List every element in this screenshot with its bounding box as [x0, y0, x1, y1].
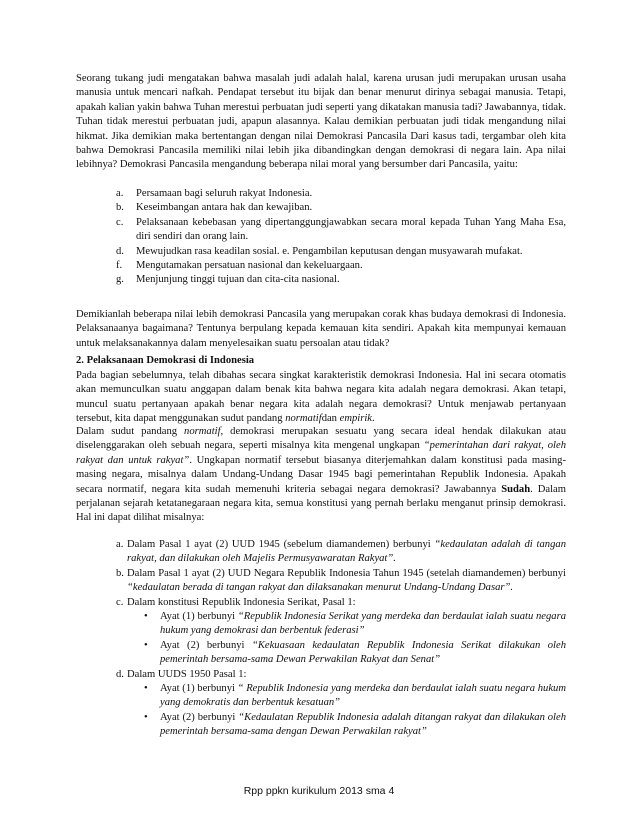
list-marker: f. — [116, 260, 123, 272]
list-item — [76, 216, 566, 245]
text-run: Pada bagian sebelumnya, telah dibahas secara singkat karakteristik demokrasi Indonesia. Hal ini secara otomatis akan memunculkan suatu anggapan dalam benak kita bahwa negara kita adalah negara demokrasi. Akan tetapi, muncul suatu pertanyaan apakah benar negara kita adalah negara demokrasi? Untuk menjawab pertanyaan tersebut, kita dapat menggunakan sudut pandang — [76, 370, 566, 425]
list-item-text: Ayat (1) berbunyi — [160, 683, 235, 695]
italic-term: empirik — [339, 413, 373, 425]
list-item-text: Dalam UUDS 1950 Pasal 1: — [127, 668, 247, 680]
list-marker: b. — [116, 202, 124, 214]
moral-values-list — [76, 187, 566, 288]
list-item — [76, 187, 566, 201]
italic-quote: “Kekuasaan kedaulatan Republik Indonesia Serikat dilakukan oleh pemerintah bersama-sama Dewan Perwakilan Rakyat dan Senat” — [160, 639, 566, 666]
italic-quote: “kedaulatan adalah di tangan rakyat, dan dilakukan oleh Majelis Permusyawaratan Rakyat”. — [127, 539, 566, 565]
list-item — [76, 201, 566, 215]
paragraph-intro: Seorang tukang judi mengatakan bahwa masalah judi adalah halal, karena urusan judi merupakan urusan usaha manusia untuk mencari nafkah. Pendapat tersebut itu bijak dan benar menurut dirinya sebagai manusia. Tetapi, apakah kalian yakin bahwa Tuhan merestui perbuatan judi seperti yang dikatakan manusia tadi? Jawabannya, tidak. Tuhan tidak merestui perbuatan judi, apapun alasannya. Kalau demikian perbuatan judi tidak mengandung nilai hikmat. Jika demikian maka bertentangan dengan nilai Demokrasi Pancasila Dari kasus tadi, tergambar oleh kita bahwa Demokrasi Pancasila memiliki nilai lebih jika dibandingkan dengan demokrasi di negara lain. Apa nilai lebihnya? Demokrasi Pancasila mengandung beberapa nilai moral yang bersumber dari Pancasila, yaitu: — [76, 73, 566, 171]
bullet-item — [76, 711, 566, 740]
italic-quote: “pemerintahan dari rakyat, oleh rakyat dan untuk rakyat” — [76, 440, 566, 466]
italic-term: normatif — [285, 413, 322, 425]
bullet-marker: • — [144, 711, 148, 723]
list-item-text: Dalam Pasal 1 ayat (2) UUD Negara Republik Indonesia Tahun 1945 (setelah diamandemen) berbunyi — [127, 567, 566, 579]
bullet-item — [76, 639, 566, 668]
list-marker: g. — [116, 274, 124, 286]
italic-quote: “ Republik Indonesia yang merdeka dan berdaulat ialah suatu negara hukum yang demokratis dan berbentuk kesatuan” — [160, 683, 566, 709]
text-run: Dalam sudut pandang — [76, 426, 178, 437]
text-run: . — [372, 413, 375, 425]
list-item — [76, 538, 566, 567]
list-marker: b. — [116, 567, 124, 579]
paragraph-section-intro — [76, 369, 566, 427]
bullet-marker: • — [144, 683, 148, 695]
list-item-text: Keseimbangan antara hak dan kewajiban. — [136, 202, 313, 214]
bullet-marker: • — [144, 611, 148, 623]
list-item-text: Ayat (2) berbunyi — [160, 639, 245, 651]
list-item-text: Mewujudkan rasa keadilan sosial. e. Pengambilan keputusan dengan musyawarah mufakat. — [136, 245, 523, 257]
italic-term: normatif — [184, 426, 221, 437]
list-marker: d. — [116, 245, 124, 257]
list-item-text: Dalam Pasal 1 ayat (2) UUD 1945 (sebelum diamandemen) berbunyi — [127, 539, 431, 550]
bullet-item — [76, 682, 566, 711]
list-item — [76, 567, 566, 596]
bullet-marker: • — [144, 639, 148, 651]
list-item — [76, 596, 566, 610]
list-item — [76, 273, 566, 287]
paragraph-conclusion: Demikianlah beberapa nilai lebih demokrasi Pancasila yang merupakan corak khas budaya demokrasi di Indonesia. Pelaksanaanya bagaimana? Tentunya berpulang kepada kemauan kita sendiri. Apakah kita mempunyai kemauan untuk melaksanakannya dalam menyelesaikan suatu persoalan atau tidak? — [76, 309, 566, 349]
italic-quote: “Kedaulatan Republik Indonesia adalah ditangan rakyat dan dilakukan oleh pemerintah bersama-sama dengan Dewan Perwakilan rakyat” — [160, 711, 566, 738]
list-marker: a. — [116, 539, 124, 550]
list-marker: d. — [116, 668, 124, 680]
text-run: dan — [321, 413, 337, 425]
list-item-text: Dalam konstitusi Republik Indonesia Serikat, Pasal 1: — [127, 596, 356, 608]
list-item — [76, 668, 566, 682]
paragraph-normative — [76, 425, 566, 526]
list-item — [76, 245, 566, 259]
list-item-text: Mengutamakan persatuan nasional dan kekeluargaan. — [136, 260, 363, 272]
section-heading: 2. Pelaksanaan Demokrasi di Indonesia — [76, 355, 255, 366]
text-run: . Ungkapan normatif tersebut biasanya diterjemahkan dalam konstitusi pada masing-masing negara, misalnya dalam Undang-Undang Dasar 1945 bagi pemerintahan Republik Indonesia. Apakah secara normatif, negara kita sudah memenuhi kriteria sebagai negara demokrasi? Jawabannya — [76, 454, 566, 495]
list-marker: a. — [116, 188, 124, 199]
bold-term: Sudah — [501, 483, 531, 495]
page-footer: Rpp ppkn kurikulum 2013 sma 4 — [243, 785, 395, 797]
list-item-text: Pelaksanaan kebebasan yang dipertanggungjawabkan secara moral kepada Tuhan Yang Maha Esa, diri sendiri dan orang lain. — [136, 216, 566, 243]
italic-quote: “kedaulatan berada di tangan rakyat dan dilaksanakan menurut Undang-Undang Dasar”. — [127, 582, 514, 594]
text-run: . Dalam perjalanan sejarah ketatanegaraan negara kita, semua konstitusi yang pernah berlaku menganut prinsip demokrasi. Hal ini dapat dilihat misalnya: — [76, 483, 566, 524]
text-run: , demokrasi merupakan sesuatu yang secara ideal hendak dilakukan atau diselenggarakan oleh sebuah negara, seperti misalnya kita mengenal ungkapan — [76, 426, 566, 452]
constitution-list — [76, 538, 566, 740]
list-item-text: Persamaan bagi seluruh rakyat Indonesia. — [136, 188, 313, 199]
list-item-text: Ayat (2) berbunyi — [160, 711, 236, 723]
list-marker: c. — [116, 216, 124, 228]
bullet-item — [76, 610, 566, 639]
list-item-text: Ayat (1) berbunyi — [160, 611, 236, 623]
italic-quote: “Republik Indonesia Serikat yang merdeka dan berdaulat ialah suatu negara hukum yang demokrasi dan berbentuk federasi” — [160, 611, 566, 637]
list-item-text: Menjunjung tinggi tujuan dan cita-cita nasional. — [136, 274, 340, 286]
list-marker: c. — [116, 596, 124, 608]
list-item — [76, 259, 566, 273]
